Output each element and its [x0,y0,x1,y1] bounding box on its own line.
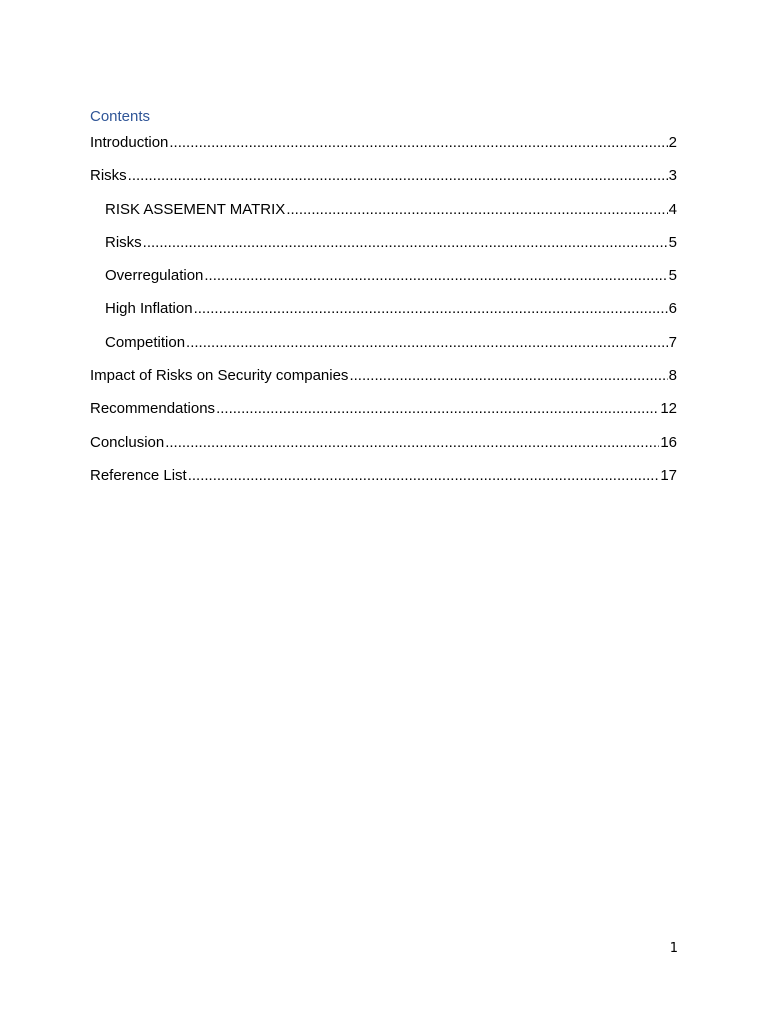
page-number: 1 [669,941,678,956]
toc-entry-page: 5 [668,233,677,251]
toc-entry-recommendations[interactable] [90,400,677,433]
toc-entry-title: Risks [90,167,127,185]
toc-entry-page: 2 [668,134,677,151]
toc-entry-page: 5 [668,267,677,285]
toc-entry-title: Introduction [90,134,169,151]
toc-entry-page: 4 [668,200,677,218]
toc-dot-leader [165,434,659,452]
toc-entry-competition[interactable] [90,334,677,367]
toc-entry-risks[interactable] [90,167,677,200]
toc-entry-risks-sub[interactable] [90,234,677,267]
toc-dot-leader [128,167,668,185]
toc-entry-title: Recommendations [90,400,216,418]
toc-entry-risk-matrix[interactable] [90,201,677,234]
toc-dot-leader [186,334,668,352]
toc-entry-conclusion[interactable] [90,434,677,467]
toc-entry-page: 17 [660,466,677,484]
toc-entry-impact-of-risks[interactable] [90,367,677,400]
toc-entry-title: Overregulation [105,267,204,285]
toc-entry-high-inflation[interactable] [90,300,677,333]
toc-entry-title: Reference List [90,466,187,484]
toc-entry-title: Competition [105,333,186,351]
toc-entry-page: 3 [668,167,677,185]
toc-entry-title: High Inflation [105,300,193,318]
toc-entry-reference-list[interactable] [90,467,677,500]
toc-entry-page: 6 [668,300,677,318]
toc-dot-leader [143,234,668,252]
toc-dot-leader [169,134,667,152]
toc-entry-page: 16 [660,433,677,451]
toc-dot-leader [216,400,659,418]
toc-dot-leader [204,267,667,285]
toc-entry-title: RISK ASSEMENT MATRIX [105,200,286,218]
toc-entry-title: Conclusion [90,433,165,451]
toc-entry-introduction[interactable] [90,134,677,167]
toc-entry-overregulation[interactable] [90,267,677,300]
toc-entry-title: Impact of Risks on Security companies [90,367,349,385]
toc-entry-page: 12 [660,400,677,418]
toc-entry-title: Risks [105,233,142,251]
toc-entry-page: 7 [668,333,677,351]
toc-entry-page: 8 [668,367,677,385]
table-of-contents [90,134,677,500]
toc-dot-leader [194,300,668,318]
toc-dot-leader [188,467,660,485]
toc-heading: Contents [90,108,151,125]
toc-dot-leader [349,367,667,385]
toc-dot-leader [286,201,667,219]
